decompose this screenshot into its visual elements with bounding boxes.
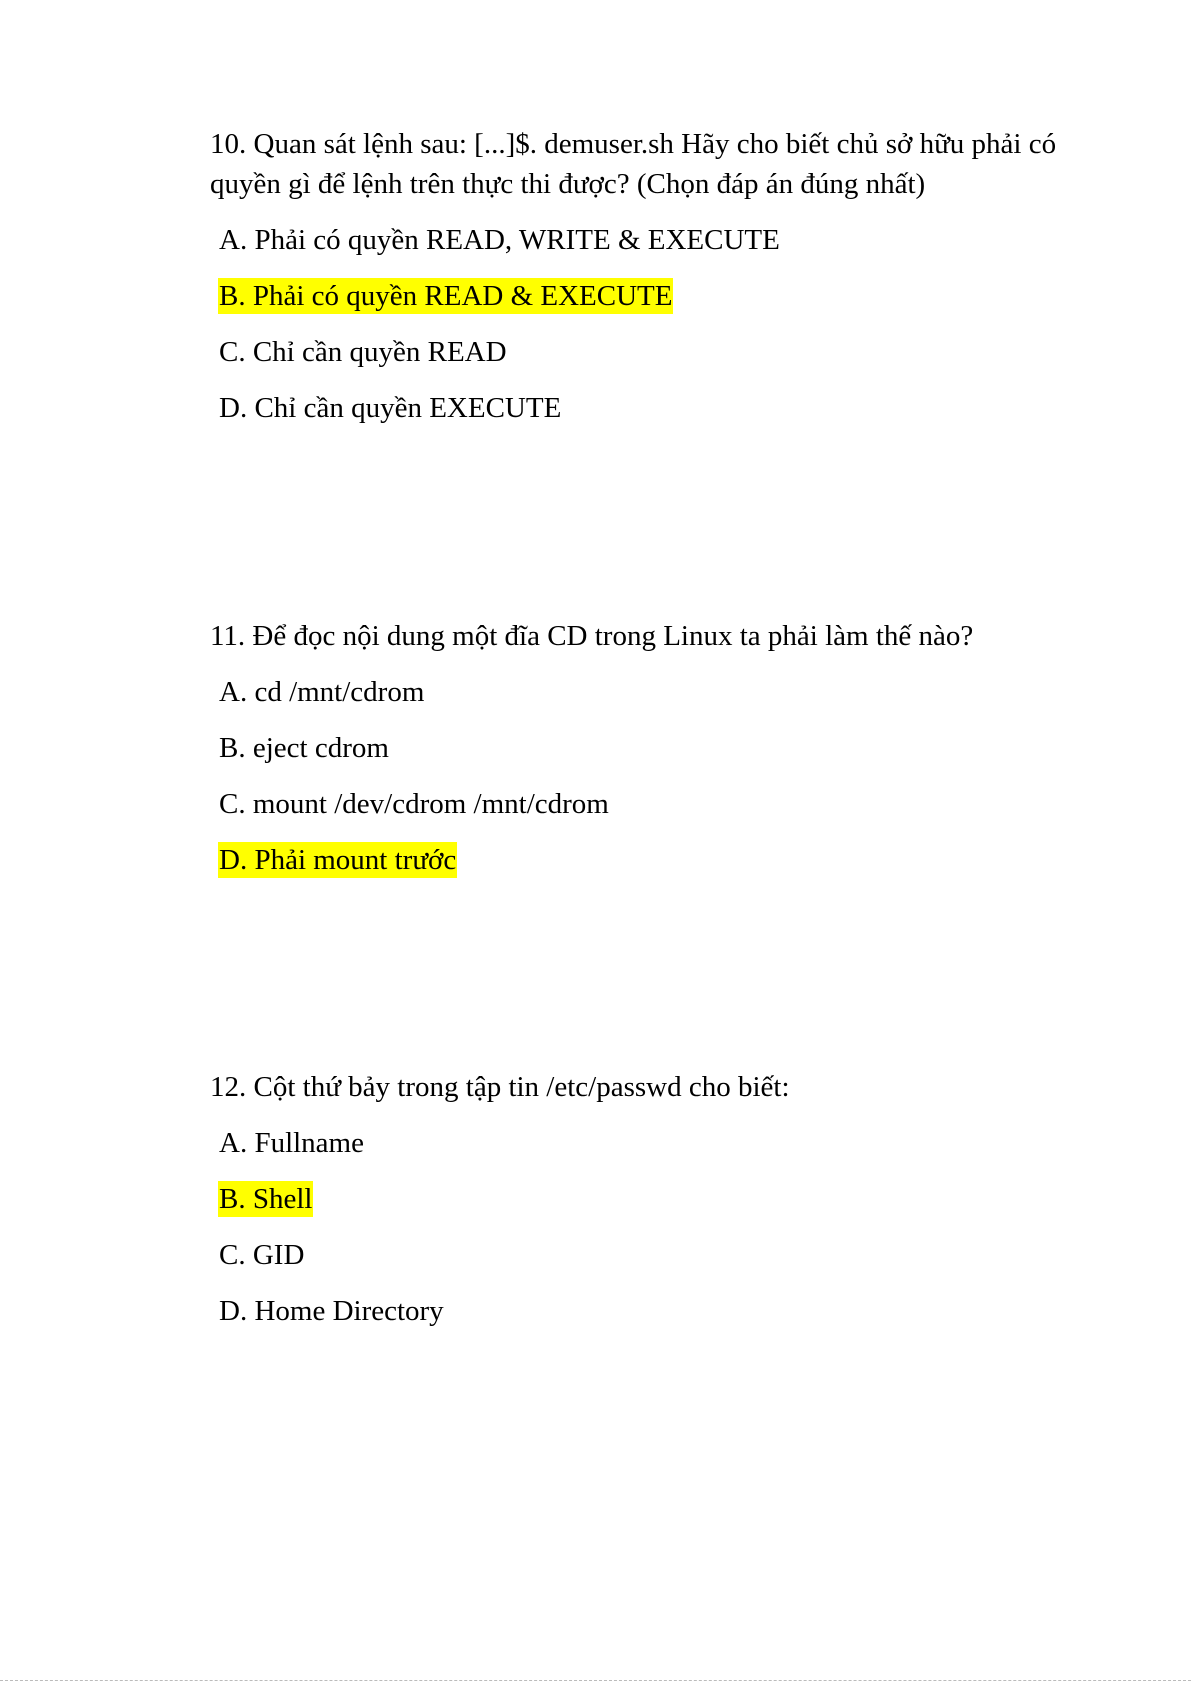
option-d-correct: D. Phải mount trước [219,844,457,876]
question-12 [210,1067,1110,1329]
option-a: A. Fullname [219,1127,364,1159]
option-b-correct: B. Phải có quyền READ & EXECUTE [219,280,673,312]
option-c: C. mount /dev/cdrom /mnt/cdrom [219,788,609,820]
option-a: A. cd /mnt/cdrom [219,676,425,708]
option-a: A. Phải có quyền READ, WRITE & EXECUTE [219,224,780,256]
option-b: B. eject cdrom [219,732,389,764]
page-bottom-divider [0,1680,1191,1681]
option-c: C. GID [219,1239,305,1271]
option-d: D. Home Directory [219,1295,444,1327]
option-d: D. Chỉ cần quyền EXECUTE [219,392,562,424]
question-text: 10. Quan sát lệnh sau: [...]$. demuser.sh Hãy cho biết chủ sở hữu phải có quyền gì để lệnh trên thực thi được? (Chọn đáp án đúng nhất) [210,128,1057,200]
option-c: C. Chỉ cần quyền READ [219,336,507,368]
question-text: 11. Để đọc nội dung một đĩa CD trong Linux ta phải làm thế nào? [210,620,974,652]
question-text: 12. Cột thứ bảy trong tập tin /etc/passwd cho biết: [210,1071,790,1103]
option-b-correct: B. Shell [219,1183,313,1215]
question-10 [210,124,1110,426]
question-11 [210,616,1110,878]
